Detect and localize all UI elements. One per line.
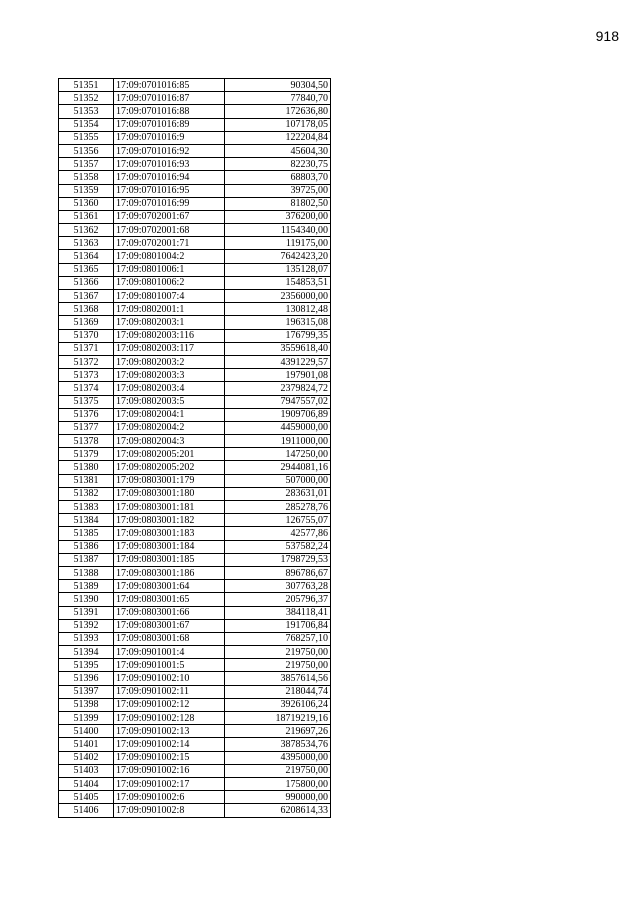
- table-row: [59, 672, 331, 685]
- row-number-cell: 51389: [59, 580, 114, 593]
- row-number-cell: 51381: [59, 474, 114, 487]
- table-row: [59, 276, 331, 289]
- cadastral-number-cell: 17:09:0803001:68: [114, 632, 225, 645]
- cadastral-number-cell: 17:09:0802003:116: [114, 329, 225, 342]
- cadastral-value-cell: 3857614,56: [225, 672, 331, 685]
- table-row: [59, 224, 331, 237]
- table-row: [59, 131, 331, 144]
- cadastral-number-cell: 17:09:0701016:85: [114, 79, 225, 92]
- row-number-cell: 51361: [59, 210, 114, 223]
- table-row: [59, 751, 331, 764]
- row-number-cell: 51384: [59, 514, 114, 527]
- table-row: [59, 685, 331, 698]
- table-row: [59, 619, 331, 632]
- table-row: [59, 382, 331, 395]
- cadastral-number-cell: 17:09:0801007:4: [114, 290, 225, 303]
- cadastral-value-cell: 2356000,00: [225, 290, 331, 303]
- row-number-cell: 51387: [59, 553, 114, 566]
- table-row: [59, 303, 331, 316]
- cadastral-value-cell: 135128,07: [225, 263, 331, 276]
- cadastral-number-cell: 17:09:0901002:14: [114, 738, 225, 751]
- row-number-cell: 51395: [59, 659, 114, 672]
- row-number-cell: 51351: [59, 79, 114, 92]
- row-number-cell: 51356: [59, 144, 114, 157]
- cadastral-value-cell: 154853,51: [225, 276, 331, 289]
- cadastral-value-cell: 191706,84: [225, 619, 331, 632]
- cadastral-value-cell: 176799,35: [225, 329, 331, 342]
- cadastral-number-cell: 17:09:0901002:13: [114, 725, 225, 738]
- row-number-cell: 51354: [59, 118, 114, 131]
- row-number-cell: 51398: [59, 698, 114, 711]
- row-number-cell: 51392: [59, 619, 114, 632]
- cadastral-value-cell: 7947557,02: [225, 395, 331, 408]
- cadastral-number-cell: 17:09:0803001:184: [114, 540, 225, 553]
- row-number-cell: 51400: [59, 725, 114, 738]
- cadastral-value-cell: 4395000,00: [225, 751, 331, 764]
- row-number-cell: 51405: [59, 791, 114, 804]
- cadastral-number-cell: 17:09:0701016:94: [114, 171, 225, 184]
- row-number-cell: 51379: [59, 448, 114, 461]
- cadastral-number-cell: 17:09:0701016:89: [114, 118, 225, 131]
- cadastral-number-cell: 17:09:0802003:3: [114, 369, 225, 382]
- cadastral-number-cell: 17:09:0803001:180: [114, 487, 225, 500]
- cadastral-number-cell: 17:09:0901002:17: [114, 777, 225, 790]
- row-number-cell: 51357: [59, 158, 114, 171]
- table-row: [59, 184, 331, 197]
- table-row: [59, 435, 331, 448]
- row-number-cell: 51404: [59, 777, 114, 790]
- cadastral-number-cell: 17:09:0803001:183: [114, 527, 225, 540]
- cadastral-number-cell: 17:09:0901002:10: [114, 672, 225, 685]
- table-row: [59, 237, 331, 250]
- cadastral-number-cell: 17:09:0801004:2: [114, 250, 225, 263]
- table-row: [59, 593, 331, 606]
- cadastral-number-cell: 17:09:0802003:5: [114, 395, 225, 408]
- row-number-cell: 51374: [59, 382, 114, 395]
- cadastral-value-cell: 3878534,76: [225, 738, 331, 751]
- table-row: [59, 659, 331, 672]
- cadastral-value-cell: 219750,00: [225, 659, 331, 672]
- cadastral-value-cell: 45604,30: [225, 144, 331, 157]
- cadastral-value-cell: 376200,00: [225, 210, 331, 223]
- cadastral-value-cell: 3559618,40: [225, 342, 331, 355]
- cadastral-value-cell: 147250,00: [225, 448, 331, 461]
- cadastral-value-cell: 537582,24: [225, 540, 331, 553]
- cadastral-number-cell: 17:09:0803001:182: [114, 514, 225, 527]
- table-row: [59, 553, 331, 566]
- table-row: [59, 712, 331, 725]
- cadastral-value-cell: 384118,41: [225, 606, 331, 619]
- cadastral-value-cell: 39725,00: [225, 184, 331, 197]
- cadastral-number-cell: 17:09:0803001:65: [114, 593, 225, 606]
- cadastral-value-cell: 218044,74: [225, 685, 331, 698]
- table-row: [59, 725, 331, 738]
- row-number-cell: 51359: [59, 184, 114, 197]
- cadastral-number-cell: 17:09:0702001:71: [114, 237, 225, 250]
- cadastral-number-cell: 17:09:0901002:11: [114, 685, 225, 698]
- cadastral-number-cell: 17:09:0802003:4: [114, 382, 225, 395]
- cadastral-value-cell: 219750,00: [225, 646, 331, 659]
- cadastral-value-cell: 175800,00: [225, 777, 331, 790]
- table-row: [59, 395, 331, 408]
- cadastral-value-cell: 196315,08: [225, 316, 331, 329]
- cadastral-value-cell: 197901,08: [225, 369, 331, 382]
- cadastral-value-cell: 283631,01: [225, 487, 331, 500]
- cadastral-number-cell: 17:09:0803001:67: [114, 619, 225, 632]
- page-number: 918: [595, 28, 619, 44]
- row-number-cell: 51391: [59, 606, 114, 619]
- cadastral-value-cell: 990000,00: [225, 791, 331, 804]
- table-row: [59, 566, 331, 579]
- row-number-cell: 51368: [59, 303, 114, 316]
- table-row: [59, 316, 331, 329]
- cadastral-number-cell: 17:09:0803001:181: [114, 501, 225, 514]
- row-number-cell: 51386: [59, 540, 114, 553]
- row-number-cell: 51376: [59, 408, 114, 421]
- table-row: [59, 501, 331, 514]
- table-row: [59, 118, 331, 131]
- cadastral-value-cell: 219750,00: [225, 764, 331, 777]
- cadastral-value-cell: 130812,48: [225, 303, 331, 316]
- cadastral-value-cell: 1154340,00: [225, 224, 331, 237]
- cadastral-value-cell: 1911000,00: [225, 435, 331, 448]
- table-row: [59, 263, 331, 276]
- cadastral-value-cell: 90304,50: [225, 79, 331, 92]
- row-number-cell: 51363: [59, 237, 114, 250]
- cadastral-number-cell: 17:09:0802003:1: [114, 316, 225, 329]
- row-number-cell: 51402: [59, 751, 114, 764]
- table-body: [59, 79, 331, 818]
- cadastral-number-cell: 17:09:0901002:128: [114, 712, 225, 725]
- table-row: [59, 408, 331, 421]
- cadastral-number-cell: 17:09:0803001:179: [114, 474, 225, 487]
- cadastral-value-cell: 82230,75: [225, 158, 331, 171]
- cadastral-value-cell: 1798729,53: [225, 553, 331, 566]
- cadastral-number-cell: 17:09:0803001:64: [114, 580, 225, 593]
- cadastral-number-cell: 17:09:0801006:2: [114, 276, 225, 289]
- cadastral-number-cell: 17:09:0702001:68: [114, 224, 225, 237]
- cadastral-value-cell: 42577,86: [225, 527, 331, 540]
- table-row: [59, 804, 331, 817]
- cadastral-number-cell: 17:09:0802003:2: [114, 355, 225, 368]
- row-number-cell: 51364: [59, 250, 114, 263]
- cadastral-value-cell: 122204,84: [225, 131, 331, 144]
- table-row: [59, 171, 331, 184]
- table-row: [59, 290, 331, 303]
- table-row: [59, 580, 331, 593]
- cadastral-number-cell: 17:09:0802001:1: [114, 303, 225, 316]
- row-number-cell: 51375: [59, 395, 114, 408]
- cadastral-number-cell: 17:09:0802005:202: [114, 461, 225, 474]
- row-number-cell: 51358: [59, 171, 114, 184]
- cadastral-number-cell: 17:09:0802004:2: [114, 421, 225, 434]
- cadastral-number-cell: 17:09:0901002:6: [114, 791, 225, 804]
- cadastral-value-cell: 4459000,00: [225, 421, 331, 434]
- table-row: [59, 791, 331, 804]
- row-number-cell: 51390: [59, 593, 114, 606]
- row-number-cell: 51396: [59, 672, 114, 685]
- cadastral-number-cell: 17:09:0802004:1: [114, 408, 225, 421]
- cadastral-number-cell: 17:09:0901002:12: [114, 698, 225, 711]
- cadastral-value-cell: 2379824,72: [225, 382, 331, 395]
- cadastral-number-cell: 17:09:0901002:16: [114, 764, 225, 777]
- row-number-cell: 51372: [59, 355, 114, 368]
- cadastral-value-cell: 307763,28: [225, 580, 331, 593]
- cadastral-number-cell: 17:09:0803001:66: [114, 606, 225, 619]
- cadastral-number-cell: 17:09:0701016:95: [114, 184, 225, 197]
- cadastral-number-cell: 17:09:0802004:3: [114, 435, 225, 448]
- cadastral-value-cell: 107178,05: [225, 118, 331, 131]
- row-number-cell: 51353: [59, 105, 114, 118]
- cadastral-number-cell: 17:09:0701016:93: [114, 158, 225, 171]
- table-row: [59, 342, 331, 355]
- table-row: [59, 646, 331, 659]
- cadastral-value-cell: 1909706,89: [225, 408, 331, 421]
- table-row: [59, 777, 331, 790]
- cadastral-number-cell: 17:09:0901001:4: [114, 646, 225, 659]
- row-number-cell: 51385: [59, 527, 114, 540]
- cadastral-value-cell: 18719219,16: [225, 712, 331, 725]
- cadastral-value-cell: 205796,37: [225, 593, 331, 606]
- row-number-cell: 51362: [59, 224, 114, 237]
- table-row: [59, 355, 331, 368]
- cadastral-number-cell: 17:09:0901002:8: [114, 804, 225, 817]
- cadastral-number-cell: 17:09:0803001:185: [114, 553, 225, 566]
- row-number-cell: 51397: [59, 685, 114, 698]
- table-row: [59, 632, 331, 645]
- table-row: [59, 250, 331, 263]
- table-row: [59, 369, 331, 382]
- cadastral-number-cell: 17:09:0901002:15: [114, 751, 225, 764]
- row-number-cell: 51394: [59, 646, 114, 659]
- cadastral-value-cell: 77840,70: [225, 92, 331, 105]
- cadastral-number-cell: 17:09:0803001:186: [114, 566, 225, 579]
- table-row: [59, 540, 331, 553]
- row-number-cell: 51366: [59, 276, 114, 289]
- row-number-cell: 51380: [59, 461, 114, 474]
- cadastral-value-cell: 3926106,24: [225, 698, 331, 711]
- row-number-cell: 51367: [59, 290, 114, 303]
- cadastral-value-cell: 172636,80: [225, 105, 331, 118]
- table-row: [59, 606, 331, 619]
- row-number-cell: 51377: [59, 421, 114, 434]
- cadastral-value-table: [58, 78, 331, 818]
- cadastral-number-cell: 17:09:0701016:99: [114, 197, 225, 210]
- table-row: [59, 474, 331, 487]
- row-number-cell: 51352: [59, 92, 114, 105]
- row-number-cell: 51360: [59, 197, 114, 210]
- cadastral-number-cell: 17:09:0901001:5: [114, 659, 225, 672]
- table-row: [59, 461, 331, 474]
- table-row: [59, 79, 331, 92]
- table-row: [59, 738, 331, 751]
- cadastral-value-cell: 7642423,20: [225, 250, 331, 263]
- table-row: [59, 764, 331, 777]
- row-number-cell: 51403: [59, 764, 114, 777]
- row-number-cell: 51373: [59, 369, 114, 382]
- row-number-cell: 51401: [59, 738, 114, 751]
- cadastral-value-cell: 507000,00: [225, 474, 331, 487]
- row-number-cell: 51365: [59, 263, 114, 276]
- row-number-cell: 51399: [59, 712, 114, 725]
- cadastral-value-cell: 219697,26: [225, 725, 331, 738]
- table-row: [59, 197, 331, 210]
- cadastral-value-cell: 285278,76: [225, 501, 331, 514]
- row-number-cell: 51382: [59, 487, 114, 500]
- cadastral-value-cell: 768257,10: [225, 632, 331, 645]
- row-number-cell: 51371: [59, 342, 114, 355]
- cadastral-value-cell: 126755,07: [225, 514, 331, 527]
- table-row: [59, 448, 331, 461]
- table-row: [59, 210, 331, 223]
- row-number-cell: 51383: [59, 501, 114, 514]
- row-number-cell: 51369: [59, 316, 114, 329]
- cadastral-value-cell: 896786,67: [225, 566, 331, 579]
- cadastral-value-cell: 2944081,16: [225, 461, 331, 474]
- cadastral-value-cell: 6208614,33: [225, 804, 331, 817]
- row-number-cell: 51393: [59, 632, 114, 645]
- cadastral-number-cell: 17:09:0801006:1: [114, 263, 225, 276]
- table-row: [59, 514, 331, 527]
- row-number-cell: 51378: [59, 435, 114, 448]
- cadastral-value-cell: 119175,00: [225, 237, 331, 250]
- row-number-cell: 51406: [59, 804, 114, 817]
- cadastral-number-cell: 17:09:0702001:67: [114, 210, 225, 223]
- table-row: [59, 105, 331, 118]
- row-number-cell: 51370: [59, 329, 114, 342]
- table-row: [59, 421, 331, 434]
- table-row: [59, 527, 331, 540]
- table-row: [59, 329, 331, 342]
- cadastral-number-cell: 17:09:0701016:92: [114, 144, 225, 157]
- cadastral-value-cell: 81802,50: [225, 197, 331, 210]
- table-row: [59, 698, 331, 711]
- cadastral-number-cell: 17:09:0802005:201: [114, 448, 225, 461]
- cadastral-number-cell: 17:09:0802003:117: [114, 342, 225, 355]
- cadastral-value-cell: 68803,70: [225, 171, 331, 184]
- table-row: [59, 158, 331, 171]
- cadastral-number-cell: 17:09:0701016:88: [114, 105, 225, 118]
- cadastral-number-cell: 17:09:0701016:9: [114, 131, 225, 144]
- cadastral-value-cell: 4391229,57: [225, 355, 331, 368]
- cadastral-number-cell: 17:09:0701016:87: [114, 92, 225, 105]
- row-number-cell: 51355: [59, 131, 114, 144]
- table-row: [59, 92, 331, 105]
- row-number-cell: 51388: [59, 566, 114, 579]
- table-row: [59, 144, 331, 157]
- table-row: [59, 487, 331, 500]
